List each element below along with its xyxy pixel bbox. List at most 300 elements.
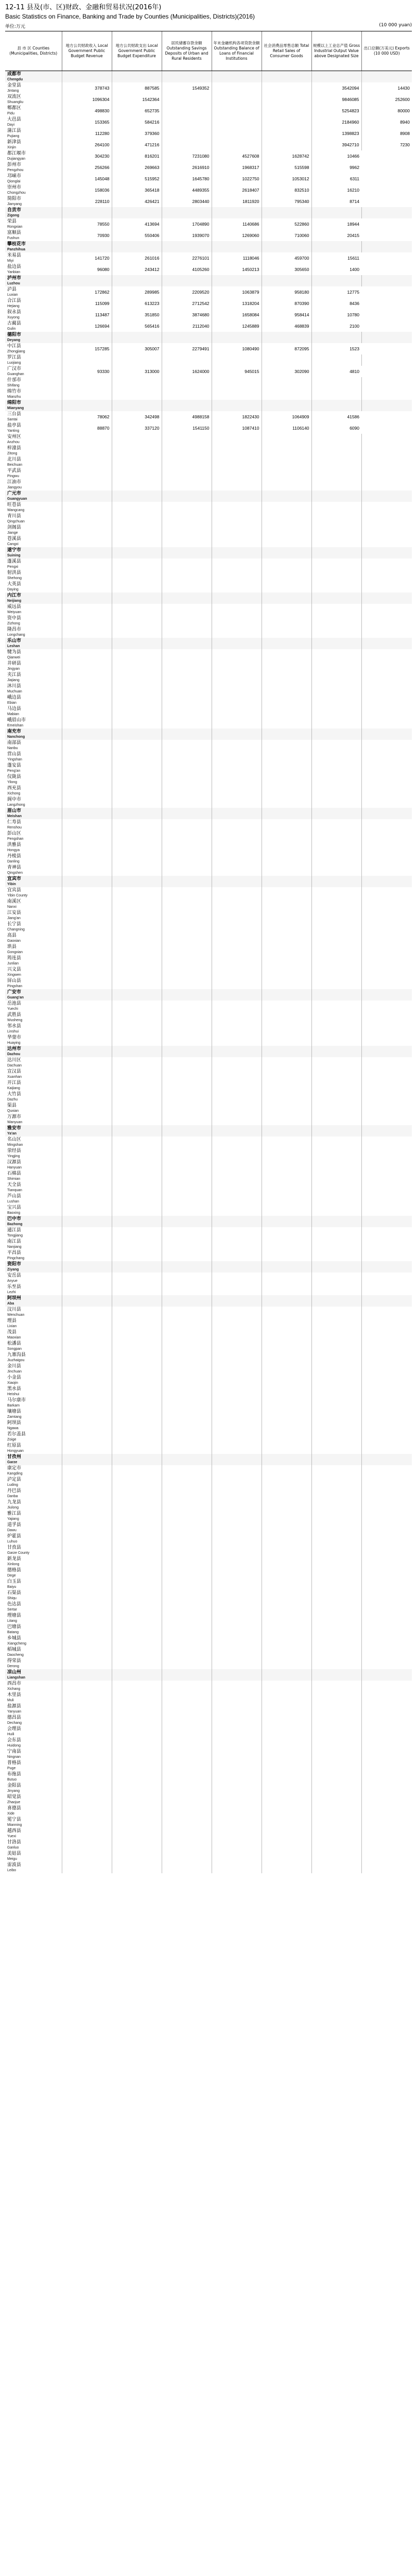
value-cell: 1318204	[212, 298, 262, 309]
region-name-zh: 什邡市	[7, 378, 22, 383]
region-cell	[5, 1477, 62, 1488]
value-cell	[212, 1216, 262, 1227]
value-cell	[361, 524, 412, 536]
value-cell	[361, 1771, 412, 1783]
region-cell	[5, 1760, 62, 1771]
value-cell	[162, 694, 212, 706]
value-cell	[62, 626, 112, 638]
value-cell	[311, 536, 361, 547]
value-cell	[162, 1805, 212, 1817]
value-cell	[311, 1318, 361, 1329]
value-cell	[112, 626, 162, 638]
value-cell	[361, 1171, 412, 1182]
value-cell	[62, 1465, 112, 1477]
value-cell	[262, 604, 311, 615]
region-name-en: Santai	[7, 418, 18, 421]
region-cell	[5, 1386, 62, 1397]
value-cell	[262, 1681, 311, 1692]
value-cell	[361, 785, 412, 796]
value-cell	[262, 1023, 311, 1035]
region-name-en: Qianwei	[7, 656, 21, 659]
value-cell	[112, 1035, 162, 1046]
value-cell	[62, 1375, 112, 1386]
value-cell	[311, 1579, 361, 1590]
table-row	[5, 831, 412, 842]
value-cell	[361, 933, 412, 944]
value-cell	[262, 660, 311, 672]
value-cell	[112, 445, 162, 456]
region-name-en: Shiqu	[7, 1597, 16, 1600]
value-cell	[162, 921, 212, 933]
value-cell	[262, 1216, 311, 1227]
value-cell	[361, 1477, 412, 1488]
value-cell	[62, 1443, 112, 1454]
region-cell	[5, 105, 62, 116]
value-cell: 2112040	[162, 320, 212, 332]
value-cell	[112, 660, 162, 672]
region-cell	[5, 309, 62, 320]
value-cell	[62, 649, 112, 660]
value-cell	[112, 1069, 162, 1080]
value-cell: 1064909	[262, 411, 311, 422]
region-name-zh: 中江县	[7, 344, 22, 349]
region-name-zh: 高县	[7, 933, 17, 938]
value-cell	[262, 717, 311, 728]
region-name-en: Aba	[7, 1302, 14, 1306]
value-cell	[262, 1386, 311, 1397]
value-cell	[162, 1760, 212, 1771]
value-cell	[361, 547, 412, 558]
value-cell	[361, 831, 412, 842]
value-cell	[361, 1409, 412, 1420]
value-cell	[162, 1533, 212, 1545]
region-name-zh: 金阳县	[7, 1783, 22, 1788]
value-cell	[212, 1601, 262, 1613]
table-row	[5, 434, 412, 445]
table-row	[5, 865, 412, 876]
value-cell	[112, 1477, 162, 1488]
region-cell	[5, 1420, 62, 1431]
value-cell	[62, 751, 112, 762]
value-cell	[361, 241, 412, 252]
region-cell	[5, 128, 62, 139]
region-cell	[5, 853, 62, 865]
value-cell	[162, 1737, 212, 1749]
value-cell	[162, 887, 212, 899]
value-cell: 1053012	[262, 173, 311, 184]
value-cell	[361, 1590, 412, 1601]
value-cell	[212, 1647, 262, 1658]
value-cell	[262, 933, 311, 944]
region-cell	[5, 184, 62, 196]
value-cell	[112, 513, 162, 524]
region-name-zh: 茂县	[7, 1330, 17, 1335]
value-cell	[262, 1397, 311, 1409]
value-cell	[162, 785, 212, 796]
table-row	[5, 604, 412, 615]
value-cell	[162, 728, 212, 740]
value-cell	[311, 842, 361, 853]
region-name-en: Huidong	[7, 1744, 21, 1748]
value-cell	[62, 1261, 112, 1273]
value-cell	[112, 1409, 162, 1420]
table-row	[5, 660, 412, 672]
value-cell	[112, 1613, 162, 1624]
region-name-en: Kangding	[7, 1472, 23, 1476]
region-cell	[5, 1465, 62, 1477]
value-cell	[212, 1148, 262, 1159]
value-cell	[212, 1715, 262, 1726]
value-cell	[311, 479, 361, 490]
value-cell	[112, 1454, 162, 1465]
value-cell	[62, 1205, 112, 1216]
value-cell	[112, 1488, 162, 1499]
value-cell	[361, 1125, 412, 1137]
value-cell	[212, 683, 262, 694]
region-name-en: Heishui	[7, 1393, 20, 1396]
value-cell	[162, 513, 212, 524]
value-cell	[112, 1805, 162, 1817]
value-cell	[311, 1488, 361, 1499]
value-cell	[62, 1080, 112, 1091]
value-cell	[212, 1114, 262, 1125]
value-cell	[162, 207, 212, 218]
table-row	[5, 1375, 412, 1386]
value-cell	[212, 1239, 262, 1250]
value-cell	[311, 1001, 361, 1012]
value-cell	[262, 1046, 311, 1057]
value-cell	[311, 547, 361, 558]
value-cell	[162, 354, 212, 366]
value-cell	[212, 615, 262, 626]
value-cell	[212, 1556, 262, 1567]
region-name-zh: 广汉市	[7, 366, 22, 371]
value-cell	[311, 1012, 361, 1023]
header-expenditure: 地方公共财政支出 Local Government Public Budget Expenditure	[112, 31, 162, 71]
value-cell	[162, 626, 212, 638]
header-region: 县 市 区 Counties (Municipalities, Districts)	[5, 31, 62, 71]
value-cell	[262, 116, 311, 128]
value-cell	[62, 887, 112, 899]
value-cell	[162, 1103, 212, 1114]
value-cell	[212, 1749, 262, 1760]
region-name-zh: 夹江县	[7, 672, 22, 677]
value-cell: 1096304	[62, 94, 112, 105]
value-cell	[112, 207, 162, 218]
region-name-en: Wangcang	[7, 509, 25, 512]
region-name-en: Tongjiang	[7, 1234, 23, 1238]
value-cell: 1245889	[212, 320, 262, 332]
value-cell	[212, 1624, 262, 1635]
region-name-zh: 罗江县	[7, 355, 22, 360]
region-name-zh: 屏山县	[7, 978, 22, 984]
value-cell	[361, 1613, 412, 1624]
table-row	[5, 1771, 412, 1783]
value-cell	[62, 1363, 112, 1375]
region-cell	[5, 910, 62, 921]
table-row	[5, 366, 412, 377]
region-name-en: Jianyang	[7, 202, 22, 206]
region-name-zh: 名山区	[7, 1137, 22, 1142]
value-cell	[212, 694, 262, 706]
value-cell	[112, 706, 162, 717]
value-cell: 96080	[62, 264, 112, 275]
value-cell	[212, 1125, 262, 1137]
value-cell	[112, 468, 162, 479]
value-cell	[62, 1647, 112, 1658]
value-cell	[62, 468, 112, 479]
value-cell	[162, 1771, 212, 1783]
value-cell	[112, 615, 162, 626]
value-cell	[212, 1205, 262, 1216]
region-name-en: Ya'an	[7, 1132, 17, 1136]
value-cell	[162, 1307, 212, 1318]
value-cell	[112, 978, 162, 989]
region-cell	[5, 1125, 62, 1137]
value-cell: 2100	[311, 320, 361, 332]
region-name-zh: 昭觉县	[7, 1794, 22, 1800]
value-cell: 302090	[262, 366, 311, 377]
value-cell: 1704890	[162, 218, 212, 230]
region-name-en: Dazhu	[7, 1098, 18, 1101]
value-cell	[212, 354, 262, 366]
value-cell	[311, 1205, 361, 1216]
value-cell	[262, 1318, 311, 1329]
region-cell	[5, 1193, 62, 1205]
value-cell	[212, 1420, 262, 1431]
value-cell	[361, 1193, 412, 1205]
region-name-en: Gongxian	[7, 951, 23, 954]
value-cell	[112, 479, 162, 490]
region-cell	[5, 626, 62, 638]
region-cell	[5, 1273, 62, 1284]
value-cell	[262, 1726, 311, 1737]
value-cell	[212, 1488, 262, 1499]
region-name-en: Dawu	[7, 1529, 16, 1532]
prefecture-row	[5, 728, 412, 740]
value-cell	[162, 1193, 212, 1205]
table-row	[5, 819, 412, 831]
region-name-en: Huili	[7, 1733, 14, 1736]
table-row	[5, 1828, 412, 1839]
value-cell: 565416	[112, 320, 162, 332]
value-cell	[262, 82, 311, 94]
value-cell	[361, 796, 412, 808]
value-cell	[212, 638, 262, 649]
table-row	[5, 740, 412, 751]
region-cell	[5, 1669, 62, 1681]
value-cell	[212, 1579, 262, 1590]
value-cell	[162, 944, 212, 955]
region-cell	[5, 82, 62, 94]
value-cell	[361, 1352, 412, 1363]
value-cell	[162, 1488, 212, 1499]
value-cell	[262, 921, 311, 933]
value-cell	[212, 1545, 262, 1556]
value-cell	[361, 1182, 412, 1193]
value-cell	[361, 955, 412, 967]
region-name-en: Chongzhou	[7, 191, 26, 195]
header-revenue: 地方公共财政收入 Local Government Public Budget Revenue	[62, 31, 112, 71]
value-cell: 945015	[212, 366, 262, 377]
region-name-zh: 南充市	[7, 729, 22, 734]
value-cell	[262, 1125, 311, 1137]
value-cell	[361, 1023, 412, 1035]
value-cell: 289985	[112, 286, 162, 298]
prefecture-row	[5, 592, 412, 604]
value-cell	[311, 1363, 361, 1375]
region-name-zh: 壤塘县	[7, 1409, 22, 1414]
value-cell: 157285	[62, 343, 112, 354]
table-row	[5, 1250, 412, 1261]
value-cell	[112, 808, 162, 819]
value-cell	[62, 717, 112, 728]
prefecture-row	[5, 989, 412, 1001]
table-row	[5, 706, 412, 717]
value-cell	[361, 1035, 412, 1046]
value-cell	[112, 1556, 162, 1567]
value-cell	[162, 1601, 212, 1613]
value-cell	[62, 660, 112, 672]
region-name-en: Renshou	[7, 826, 22, 829]
region-name-en: Pujiang	[7, 134, 20, 138]
region-name-en: Qingshen	[7, 871, 23, 875]
region-name-zh: 盐边县	[7, 264, 22, 269]
region-name-zh: 石渠县	[7, 1590, 22, 1596]
table-row	[5, 921, 412, 933]
value-cell: 1542364	[112, 94, 162, 105]
value-cell	[62, 921, 112, 933]
value-cell	[311, 1159, 361, 1171]
value-cell	[311, 1465, 361, 1477]
value-cell	[262, 71, 311, 83]
value-cell	[162, 1057, 212, 1069]
region-name-en: Litang	[7, 1619, 18, 1623]
value-cell	[62, 933, 112, 944]
value-cell	[311, 728, 361, 740]
table-row	[5, 139, 412, 150]
region-name-zh: 达川区	[7, 1058, 22, 1063]
value-cell	[62, 581, 112, 592]
region-cell	[5, 1488, 62, 1499]
value-cell	[62, 774, 112, 785]
value-cell	[361, 1862, 412, 1873]
value-cell	[262, 967, 311, 978]
value-cell	[311, 354, 361, 366]
region-name-en: Dachuan	[7, 1064, 22, 1067]
table-row	[5, 184, 412, 196]
value-cell	[212, 1431, 262, 1443]
value-cell	[361, 1386, 412, 1397]
value-cell	[62, 547, 112, 558]
value-cell	[262, 1828, 311, 1839]
value-cell	[62, 1669, 112, 1681]
region-cell	[5, 513, 62, 524]
region-cell	[5, 1216, 62, 1227]
value-cell	[262, 978, 311, 989]
region-name-zh: 德格县	[7, 1568, 22, 1573]
value-cell	[361, 1318, 412, 1329]
value-cell: 112280	[62, 128, 112, 139]
region-cell	[5, 1341, 62, 1352]
value-cell	[62, 1035, 112, 1046]
value-cell	[162, 1828, 212, 1839]
value-cell	[311, 468, 361, 479]
value-cell	[311, 831, 361, 842]
region-name-en: Jinchuan	[7, 1370, 22, 1374]
value-cell	[212, 1363, 262, 1375]
value-cell	[311, 989, 361, 1001]
table-row	[5, 388, 412, 400]
region-name-zh: 双流区	[7, 94, 22, 99]
table-row	[5, 173, 412, 184]
region-cell	[5, 1080, 62, 1091]
value-cell	[361, 1794, 412, 1805]
value-cell	[311, 1862, 361, 1873]
region-name-en: Leibo	[7, 1869, 16, 1872]
table-row	[5, 264, 412, 275]
region-name-zh: 荣县	[7, 219, 17, 224]
region-name-zh: 剑阁县	[7, 525, 22, 530]
table-row	[5, 1749, 412, 1760]
value-cell: 18944	[311, 218, 361, 230]
value-cell	[62, 1737, 112, 1749]
value-cell	[311, 400, 361, 411]
value-cell	[262, 989, 311, 1001]
value-cell	[262, 1579, 311, 1590]
value-cell	[212, 921, 262, 933]
value-cell: 78550	[62, 218, 112, 230]
region-name-zh: 岳池县	[7, 1001, 22, 1006]
value-cell	[311, 1828, 361, 1839]
region-name-zh: 长宁县	[7, 922, 22, 927]
value-cell	[262, 1431, 311, 1443]
region-cell	[5, 1635, 62, 1647]
region-name-en: Luzhou	[7, 282, 20, 285]
value-cell	[162, 1329, 212, 1341]
region-name-en: Guangyuan	[7, 497, 27, 501]
region-name-zh: 仪陇县	[7, 774, 22, 779]
value-cell	[112, 1420, 162, 1431]
value-cell	[62, 1318, 112, 1329]
value-cell	[311, 1511, 361, 1522]
region-name-zh: 安岳县	[7, 1273, 22, 1278]
region-cell	[5, 1103, 62, 1114]
table-row	[5, 1205, 412, 1216]
value-cell	[262, 581, 311, 592]
value-cell	[311, 558, 361, 570]
region-name-en: Tianquan	[7, 1189, 22, 1192]
value-cell	[361, 1159, 412, 1171]
value-cell	[112, 332, 162, 343]
region-name-zh: 三台县	[7, 412, 22, 417]
value-cell	[162, 1409, 212, 1420]
value-cell	[112, 1692, 162, 1703]
region-name-en: Songpan	[7, 1347, 22, 1351]
region-cell	[5, 1658, 62, 1669]
value-cell	[311, 1137, 361, 1148]
value-cell	[62, 1545, 112, 1556]
region-name-en: Luxian	[7, 293, 18, 297]
region-name-zh: 眉山市	[7, 808, 22, 814]
region-name-zh: 巴塘县	[7, 1624, 22, 1630]
region-name-zh: 渠县	[7, 1103, 17, 1108]
region-name-en: Jiangyou	[7, 486, 22, 489]
value-cell	[311, 1624, 361, 1635]
value-cell	[311, 808, 361, 819]
value-cell	[162, 1114, 212, 1125]
value-cell	[311, 1375, 361, 1386]
